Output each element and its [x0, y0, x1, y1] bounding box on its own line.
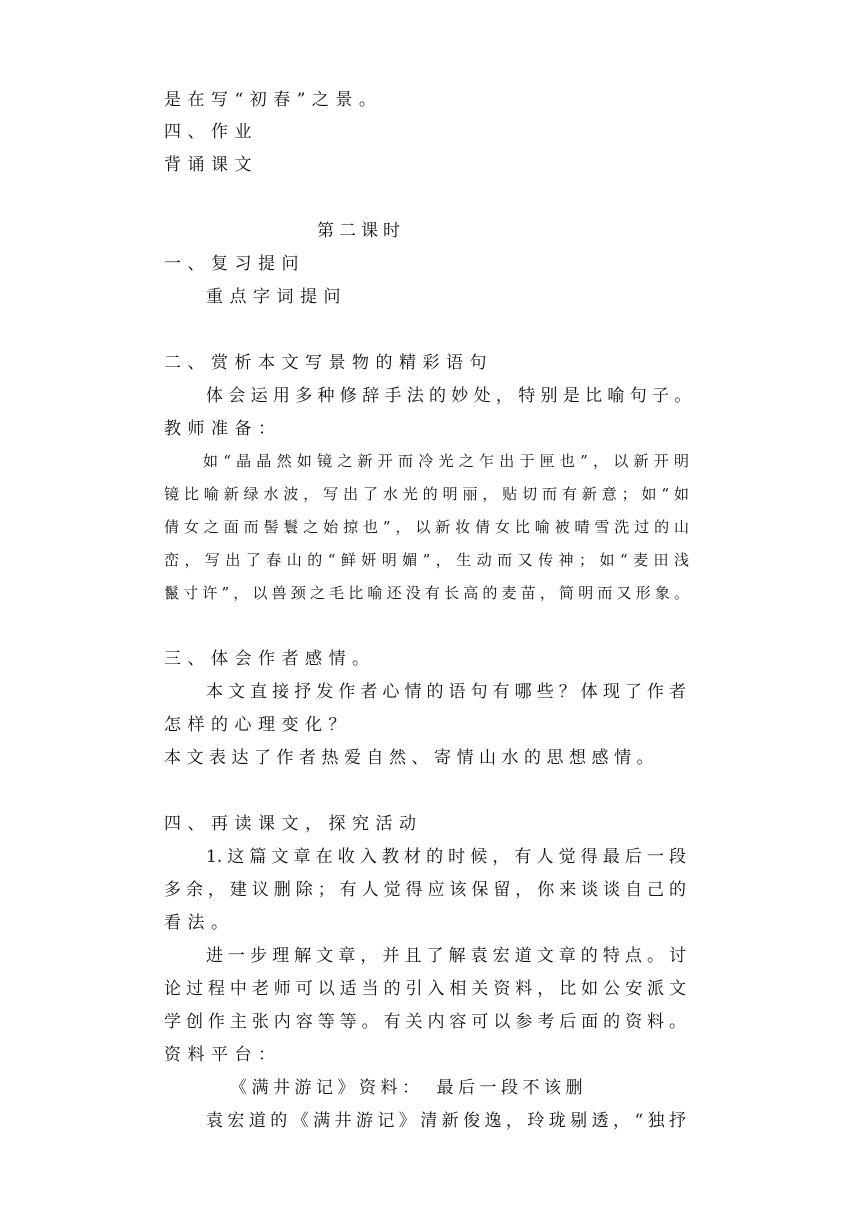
- text-line: 是在写“初春”之景。: [164, 90, 383, 110]
- text-line: 教师准备：: [164, 419, 282, 439]
- text-line: 本文表达了作者热爱自然、寄情山水的思想感情。: [164, 748, 659, 768]
- quote-line: 鬣寸许”，以兽颈之毛比喻还没有长高的麦苗，简明而又形象。: [164, 584, 689, 602]
- text-line: 重点字词提问: [206, 287, 347, 307]
- material-title: 《满井游记》资料： 最后一段不该删: [230, 1078, 587, 1098]
- text-line: 论过程中老师可以适当的引入相关资料，比如公安派文: [164, 979, 686, 999]
- quote-line: 镜比喻新绿水波，写出了水光的明丽，贴切而有新意；如“如: [164, 485, 689, 503]
- text-line: 进一步理解文章，并且了解袁宏道文章的特点。讨: [206, 946, 686, 966]
- text-line: 袁宏道的《满井游记》清新俊逸，玲珑剔透，“独抒: [206, 1111, 686, 1131]
- section-heading: 一、复习提问: [164, 254, 305, 274]
- text-line: 学创作主张内容等等。有关内容可以参考后面的资料。: [164, 1012, 686, 1032]
- text-line: 体会运用多种修辞手法的妙处，特别是比喻句子。: [206, 386, 697, 406]
- lesson-title: 第二课时: [317, 221, 405, 241]
- text-line: 看法。: [164, 913, 235, 933]
- quote-line: 峦，写出了春山的“鲜妍明媚”，生动而又传神；如“麦田浅: [164, 551, 689, 569]
- section-heading: 四、作业: [164, 122, 258, 142]
- section-heading: 二、赏析本文写景物的精彩语句: [164, 353, 493, 373]
- section-heading: 四、再读课文，探究活动: [164, 814, 423, 834]
- quote-line: 如“晶晶然如镜之新开而冷光之乍出于匣也”，以新开明: [203, 452, 689, 470]
- text-line: 怎样的心理变化？: [164, 715, 352, 735]
- text-line: 资料平台：: [164, 1045, 282, 1065]
- quote-line: 倩女之面而髻鬟之始掠也”，以新妆倩女比喻被晴雪洗过的山: [164, 518, 689, 536]
- text-line: 本文直接抒发作者心情的语句有哪些？体现了作者: [206, 682, 686, 702]
- text-line: 背诵课文: [164, 155, 258, 175]
- text-line: 1.这篇文章在收入教材的时候，有人觉得最后一段: [206, 847, 686, 867]
- text-line: 多余，建议删除；有人觉得应该保留，你来谈谈自己的: [164, 880, 686, 900]
- section-heading: 三、体会作者感情。: [164, 649, 376, 669]
